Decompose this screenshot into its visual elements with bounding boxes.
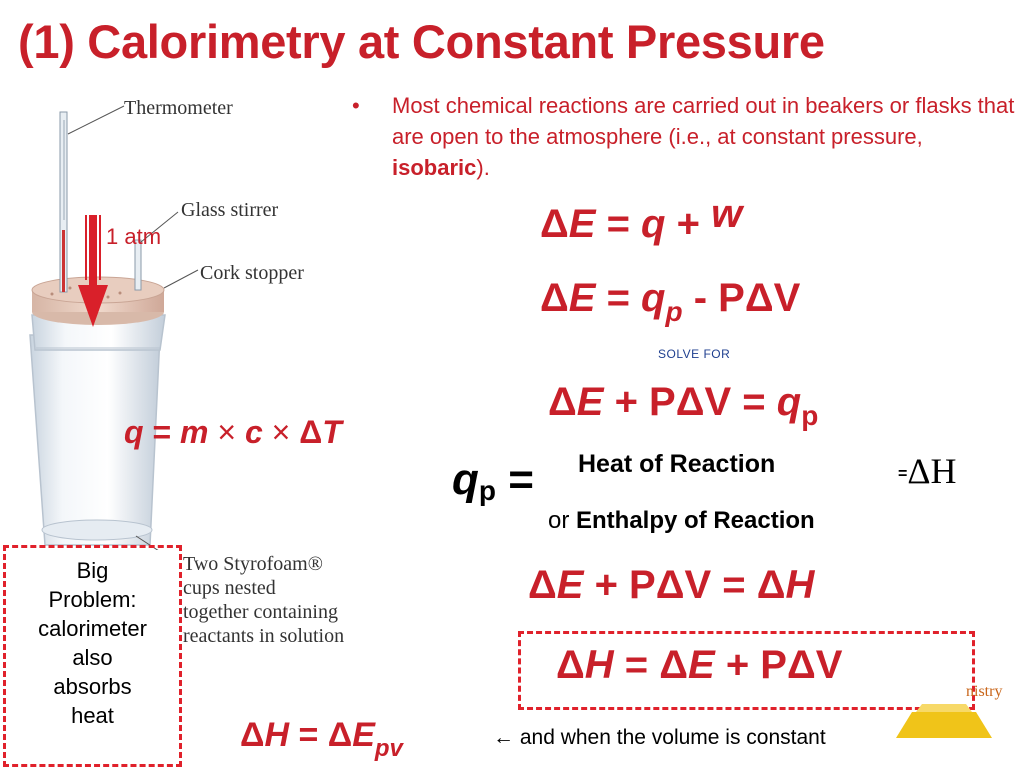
constant-volume-note <box>493 726 826 750</box>
pdv-term: + PΔV = <box>594 563 746 607</box>
delta-symbol: Δ <box>548 380 577 424</box>
equals-sign: = <box>624 643 649 687</box>
p-subscript: p <box>801 400 819 431</box>
equals-sign: = <box>508 455 534 504</box>
delta-symbol: Δ <box>756 563 786 607</box>
bullet-text-end: ). <box>476 155 490 180</box>
q-symbol: q <box>452 455 479 504</box>
constant-volume-text: and when the volume is constant <box>514 726 826 749</box>
h-symbol: H <box>264 716 289 754</box>
glass-stirrer-label: Glass stirrer <box>181 199 279 221</box>
bullet-text-bold: isobaric <box>392 155 477 180</box>
delta-symbol: Δ <box>659 643 688 687</box>
first-law-equation <box>540 192 743 247</box>
e-symbol: E <box>576 380 604 424</box>
pressure-arrow-shaft <box>89 215 97 285</box>
plus-sign: + <box>676 202 700 246</box>
e-symbol: E <box>568 276 596 320</box>
bullet-text-main: Most chemical reactions are carried out in beakers or flasks that are open to the atmosphere (i.e., at constant pressure, <box>392 93 1015 149</box>
cups-label-line: together containing <box>183 601 338 623</box>
delta-symbol: Δ <box>240 716 265 754</box>
delta-symbol: Δ <box>540 276 569 320</box>
or-text: or <box>548 507 577 534</box>
times-sign: × <box>217 414 237 450</box>
q-symbol: q <box>776 380 802 424</box>
slide-title: (1) Calorimetry at Constant Pressure <box>18 15 825 68</box>
cork-stopper-label: Cork stopper <box>200 262 304 284</box>
delta-symbol: Δ <box>528 563 557 607</box>
q-symbol: q <box>124 414 144 450</box>
h-symbol: H <box>785 563 815 607</box>
big-problem-line: Big <box>76 558 109 583</box>
constant-pressure-equation <box>540 276 801 327</box>
e-symbol: E <box>568 202 596 246</box>
pdv-term: + PΔV = <box>614 380 766 424</box>
bullet-marker: • <box>352 93 360 118</box>
enthalpy-relation-equation <box>528 563 814 608</box>
enthalpy-of-reaction-text <box>548 507 815 535</box>
thermometer-label: Thermometer <box>124 97 233 119</box>
big-problem-line: also <box>72 645 113 670</box>
big-problem-line: heat <box>71 703 114 728</box>
h-symbol: H <box>584 643 614 687</box>
bullet-text <box>392 90 1022 183</box>
boxed-enthalpy-equation <box>556 643 842 688</box>
q-symbol: q <box>641 276 666 320</box>
cups-label-line: cups nested <box>183 577 276 599</box>
pdv-term: - PΔV <box>693 276 801 320</box>
equals-sign: = <box>152 414 172 450</box>
solved-heat-equation <box>548 380 819 431</box>
cups-label <box>183 552 344 648</box>
solve-for-label: SOLVE FOR <box>658 347 731 361</box>
m-symbol: m <box>180 414 209 450</box>
pdv-term: + PΔV <box>725 643 843 687</box>
w-symbol: w <box>711 192 743 236</box>
constant-volume-equation <box>240 716 403 762</box>
enthalpy-label: Enthalpy of Reaction <box>576 507 815 534</box>
footer-logo-shape <box>896 704 992 738</box>
big-problem-line: calorimeter <box>38 616 147 641</box>
qp-definition-lhs <box>452 455 534 505</box>
calorimeter-illustration <box>0 90 360 550</box>
footer-text-fragment: nistry <box>966 683 1003 700</box>
pressure-label: 1 atm <box>106 224 162 249</box>
bullet-point <box>352 90 1022 183</box>
t-symbol: T <box>322 414 342 450</box>
e-symbol: E <box>352 716 375 754</box>
p-subscript: p <box>478 475 496 506</box>
delta-h-symbol <box>898 450 957 492</box>
equals-sign: = <box>298 716 319 754</box>
left-arrow-icon: ← <box>493 726 514 749</box>
big-problem-line: absorbs <box>53 674 132 699</box>
equals-sign: = <box>606 202 630 246</box>
delta-h-text: ΔH <box>907 451 957 491</box>
delta-symbol: Δ <box>299 414 323 450</box>
delta-symbol: Δ <box>556 643 585 687</box>
e-symbol: E <box>556 563 584 607</box>
cups-label-line: Two Styrofoam® <box>183 553 323 575</box>
times-sign: × <box>271 414 291 450</box>
big-problem-line: Problem: <box>48 587 137 612</box>
pv-subscript: pv <box>374 735 403 762</box>
c-symbol: c <box>244 414 263 450</box>
cups-label-line: reactants in solution <box>183 625 345 647</box>
q-symbol: q <box>641 202 666 246</box>
p-subscript: p <box>665 296 683 327</box>
equals-sign: = <box>898 465 908 483</box>
delta-symbol: Δ <box>327 716 353 754</box>
equals-sign: = <box>606 276 630 320</box>
heat-of-reaction-text: Heat of Reaction <box>578 450 776 478</box>
delta-symbol: Δ <box>540 202 569 246</box>
specific-heat-equation <box>124 414 342 451</box>
e-symbol: E <box>688 643 715 687</box>
big-problem-text <box>3 556 182 730</box>
